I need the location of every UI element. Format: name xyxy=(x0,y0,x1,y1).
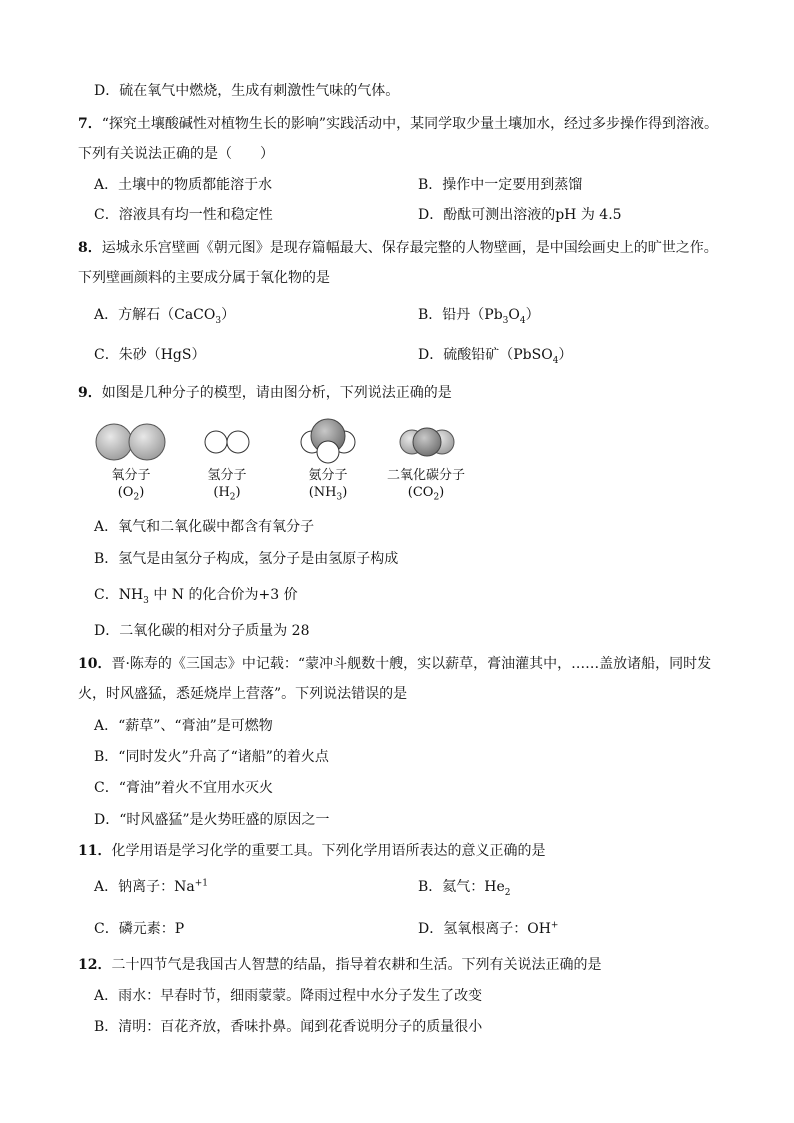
carbon-dioxide-molecule-caption: 二氧化碳分子 $(CO_2)$ xyxy=(386,468,465,503)
q8-option-d: D．硫酸铅矿（PbSO$_4$） xyxy=(418,347,573,366)
hydrogen-molecule-model xyxy=(205,431,249,453)
q7-option-b: B．操作中一定要用到蒸馏 xyxy=(418,177,583,193)
ammonia-molecule-model xyxy=(301,419,355,463)
q7-option-c: C．溶液具有均一性和稳定性 xyxy=(94,207,273,223)
q10-number: 10． xyxy=(78,656,112,672)
q12-option-b: B．清明：百花齐放，香味扑鼻。闻到花香说明分子的质量很小 xyxy=(94,1019,483,1035)
q8-stem-line1: 8．运城永乐宫壁画《朝元图》是现存篇幅最大、保存最完整的人物壁画，是中国绘画史上的旷世之作。 xyxy=(78,240,718,256)
q9-stem: 9．如图是几种分子的模型，请由图分析，下列说法正确的是 xyxy=(78,385,452,401)
q8-option-a: A．方解石（CaCO$_3$） xyxy=(94,307,236,326)
carbon-dioxide-molecule-model xyxy=(400,428,454,456)
q10-option-a: A．“薪草”、“膏油”是可燃物 xyxy=(94,718,273,734)
q7-stem-line1: 7．“探究土壤酸碱性对植物生长的影响”实践活动中，某同学取少量土壤加水，经过多步操作得到溶液。 xyxy=(78,116,719,132)
hydrogen-molecule-caption: 氢分子 $(H_2)$ xyxy=(207,468,247,503)
q7-number: 7． xyxy=(78,116,102,132)
q12-stem: 12．二十四节气是我国古人智慧的结晶，指导着农耕和生活。下列有关说法正确的是 xyxy=(78,957,602,973)
q10-stem-line2: 火，时风盛猛，悉延烧岸上营落”。下列说法错误的是 xyxy=(78,686,408,702)
q8-option-c: C．朱砂（HgS） xyxy=(94,347,206,363)
q7-option-a: A．土壤中的物质都能溶于水 xyxy=(94,177,273,193)
q8-stem-line2: 下列壁画颜料的主要成分属于氧化物的是 xyxy=(78,270,330,286)
ammonia-molecule-caption: 氨分子 $(NH_3)$ xyxy=(308,468,348,503)
q9-option-c: C．$NH_3$ 中 N 的化合价为+3 价 xyxy=(94,587,298,606)
q8-number: 8． xyxy=(78,240,102,256)
q11-option-a: A．钠离子：$Na^{+1}$ xyxy=(94,878,208,895)
q9-option-b: B．氢气是由氢分子构成，氢分子是由氢原子构成 xyxy=(94,551,399,567)
q10-option-c: C．“膏油”着火不宜用水灭火 xyxy=(94,780,274,796)
q12-number: 12． xyxy=(78,957,112,973)
oxygen-molecule-caption: 氧分子 $(O_2)$ xyxy=(111,468,151,503)
q10-option-b: B．“同时发火”升高了“诸船”的着火点 xyxy=(94,749,329,765)
q7-option-d: D．酚酞可测出溶液的pH 为 4.5 xyxy=(418,207,622,223)
q10-option-d: D．“时风盛猛”是火势旺盛的原因之一 xyxy=(94,812,330,828)
q9-option-d: D．二氧化碳的相对分子质量为 28 xyxy=(94,623,310,639)
q10-stem-line1: 10．晋·陈寿的《三国志》中记载：“蒙冲斗舰数十艘，实以薪草，膏油灌其中，……盖放诸船，同时发 xyxy=(78,656,712,672)
q11-number: 11． xyxy=(78,843,112,859)
q8-option-b: B．铅丹$(Pb_3O_4)$ xyxy=(418,307,540,326)
oxygen-molecule-model xyxy=(96,424,165,460)
q11-option-d: D．氢氧根离子：OH+ xyxy=(418,920,559,937)
q11-option-c: C．磷元素：P xyxy=(94,921,185,937)
q12-option-a: A．雨水：早春时节，细雨蒙蒙。降雨过程中水分子发生了改变 xyxy=(94,988,483,1004)
q7-stem-line2: 下列有关说法正确的是（ ） xyxy=(78,146,274,162)
q11-option-b: B．氦气：$He_2$ xyxy=(418,879,511,898)
molecule-models-figure xyxy=(90,418,470,470)
q11-stem: 11．化学用语是学习化学的重要工具。下列化学用语所表达的意义正确的是 xyxy=(78,843,546,859)
q9-number: 9． xyxy=(78,385,102,401)
q9-option-a: A．氧气和二氧化碳中都含有氧分子 xyxy=(94,519,315,535)
q6-option-d: D．硫在氧气中燃烧，生成有刺激性气味的气体。 xyxy=(94,83,400,99)
